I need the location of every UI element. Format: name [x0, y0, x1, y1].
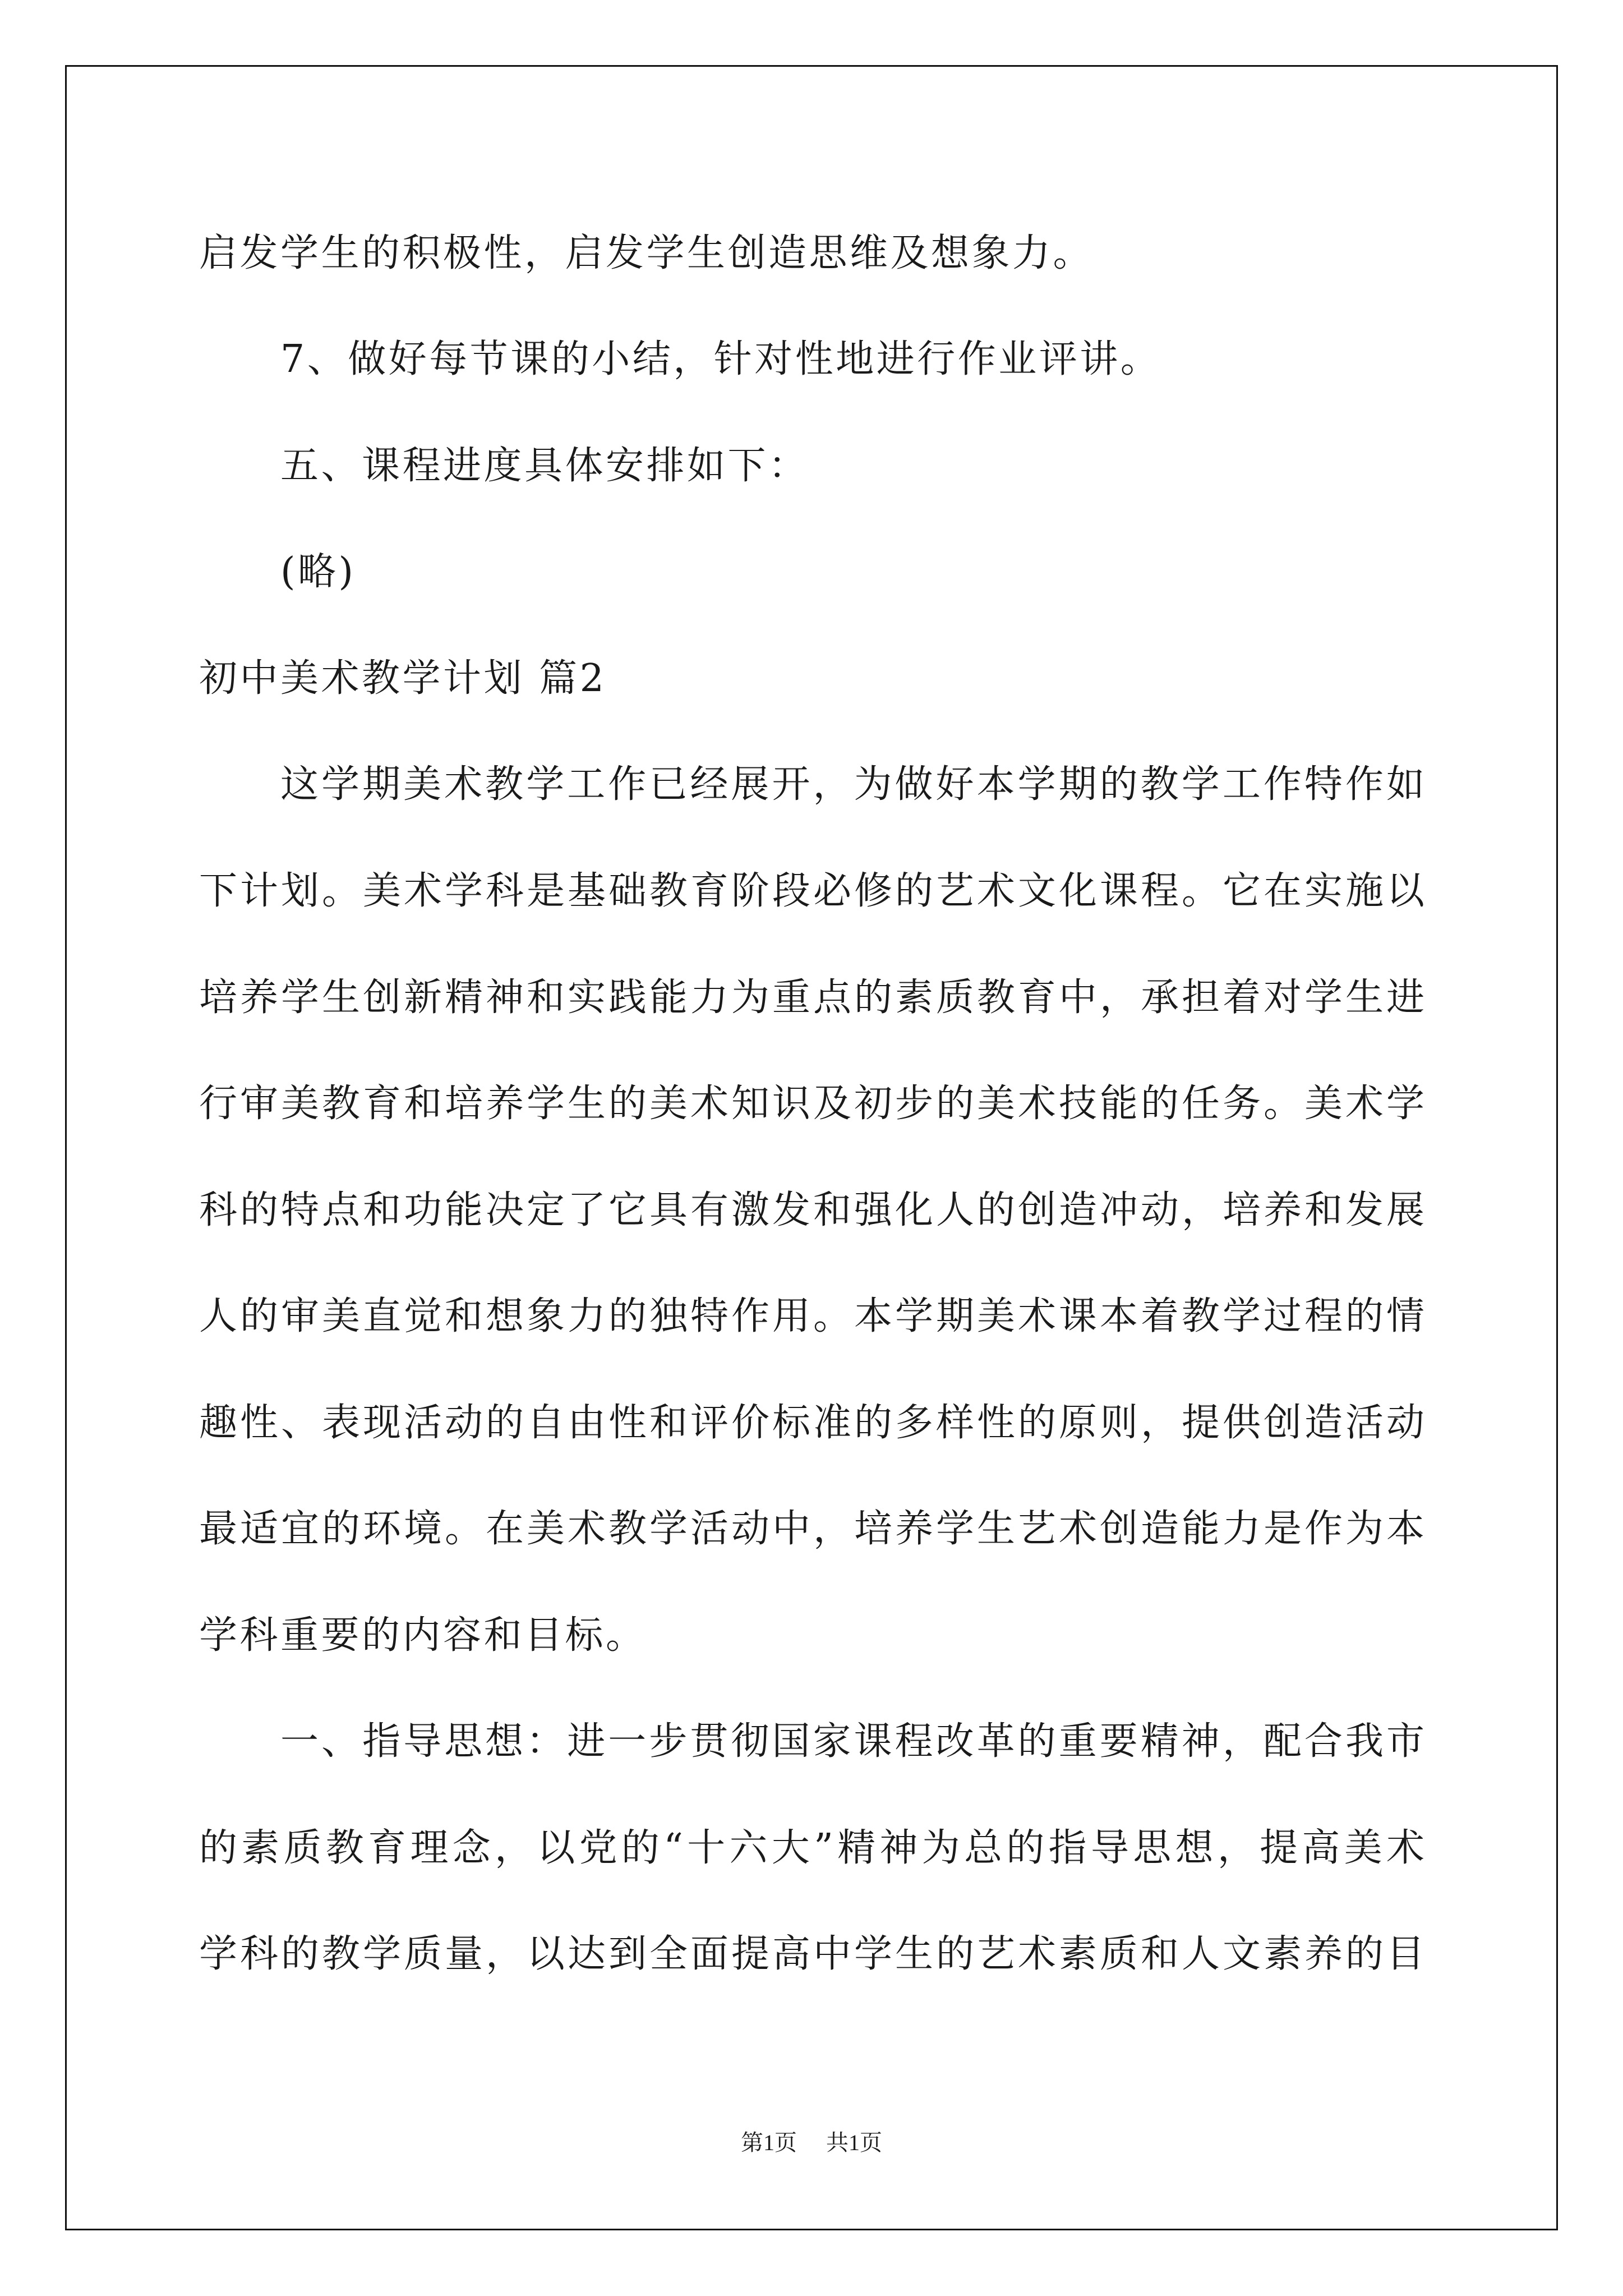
text-line: 学科重要的内容和目标。 [199, 1613, 647, 1658]
page-footer [0, 2125, 1623, 2157]
text-line: 科的特点和功能决定了它具有激发和强化人的创造冲动，培养和发展 [199, 1188, 1424, 1232]
page-total: 共1页 [826, 2130, 882, 2155]
text-line: 趣性、表现活动的自由性和评价标准的多样性的原则，提供创造活动 [199, 1401, 1424, 1445]
text-line: 这学期美术教学工作已经展开，为做好本学期的教学工作特作如 [280, 762, 1424, 807]
text-line: 学科的教学质量，以达到全面提高中学生的艺术素质和人文素养的目 [199, 1932, 1424, 1976]
text-line: (略) [280, 550, 356, 594]
section-heading: 初中美术教学计划 篇2 [199, 656, 607, 701]
text-line: 最适宜的环境。在美术教学活动中，培养学生艺术创造能力是作为本 [199, 1507, 1424, 1551]
text-line: 的素质教育理念，以党的“十六大”精神为总的指导思想，提高美术 [199, 1826, 1424, 1870]
page-border [65, 65, 1558, 2230]
text-line: 培养学生创新精神和实践能力为重点的素质教育中，承担着对学生进 [199, 976, 1424, 1020]
text-line: 五、课程进度具体安排如下： [280, 444, 809, 488]
text-line: 一、指导思想：进一步贯彻国家课程改革的重要精神，配合我市 [280, 1719, 1424, 1764]
text-line: 人的审美直觉和想象力的独特作用。本学期美术课本着教学过程的情 [199, 1294, 1424, 1338]
page-number: 第1页 [741, 2130, 797, 2155]
text-line: 启发学生的积极性，启发学生创造思维及想象力。 [199, 231, 1094, 275]
text-line: 7、做好每节课的小结，针对性地进行作业评讲。 [280, 337, 1161, 381]
text-line: 下计划。美术学科是基础教育阶段必修的艺术文化课程。它在实施以 [199, 869, 1424, 913]
text-line: 行审美教育和培养学生的美术知识及初步的美术技能的任务。美术学 [199, 1082, 1424, 1126]
